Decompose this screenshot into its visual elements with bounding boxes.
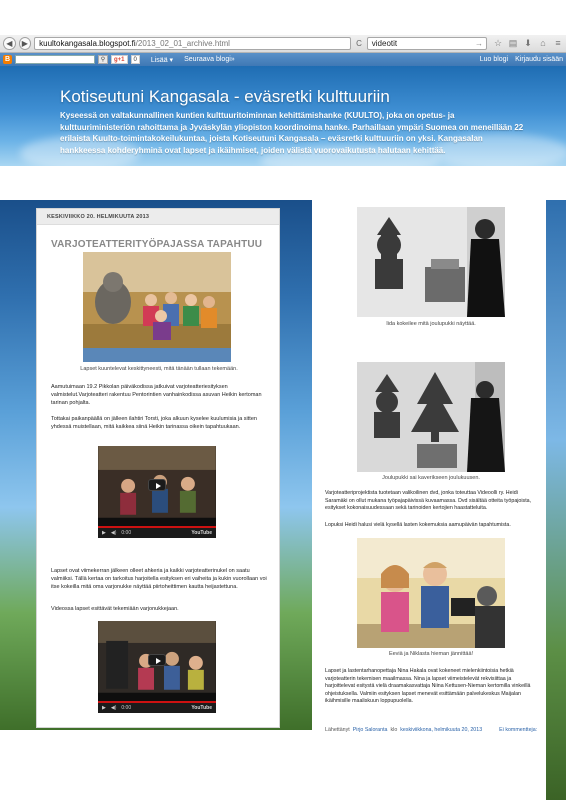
comments-link[interactable]: Ei kommentteja: — [499, 727, 538, 733]
photo-shadow-tree-image — [357, 362, 505, 472]
play-control-icon[interactable]: ▶ — [102, 705, 106, 711]
play-control-icon[interactable]: ▶ — [102, 530, 106, 536]
back-button[interactable]: ◀ — [3, 37, 16, 50]
post-title[interactable]: VARJOTEATTERITYÖPAJASSA TAPAHTUU — [51, 239, 263, 250]
gplus-count: 0 — [131, 55, 140, 64]
post-permalink[interactable]: keskiviikkona, helmikuuta 20, 2013 — [400, 727, 483, 733]
bookmarks-icon[interactable]: ▤ — [508, 38, 518, 48]
menu-icon[interactable]: ≡ — [555, 38, 561, 48]
more-menu[interactable]: Lisää ▾ — [150, 56, 174, 64]
post-paragraph: Tottakai paikanpäällä on jälleen ilahtiri Torsti, joka alkuun kyselee kuulumisia ja sitten yhdessä muistellaan, mitä kaikkea siinä Heikin tarinassa oikein tapahtuukaan. — [51, 416, 257, 430]
blog-title[interactable]: Kotiseutuni Kangasala - eväsretki kulttuuriin — [60, 87, 390, 106]
photo-shadow-tree[interactable] — [357, 362, 505, 472]
photo-caption: Iida kokeilee mitä joulupukki näyttää. — [386, 321, 476, 327]
url-bar[interactable] — [34, 37, 351, 50]
left-footer-space — [0, 730, 312, 800]
post-paragraph: Varjoteatteriprojektista tuotetaan valikoilinen dvd, jonka toteuttaa Videoolli ry. Heidi Saramäki on ollut mukana työpajapäivissä kuvaamassa. Dvd sisältää otteita työpajoista, esitykset kokonaisuudessaan sekä tarinoiden kertojien haastatteluita. — [325, 490, 532, 511]
search-icon[interactable]: ⚲ — [98, 55, 108, 64]
browser-search-field[interactable] — [367, 37, 487, 50]
youtube-logo[interactable]: YouTube — [191, 705, 212, 711]
volume-icon[interactable]: ◀) — [110, 705, 117, 711]
browser-toolbar — [0, 35, 566, 53]
right-background — [546, 200, 566, 800]
play-icon[interactable] — [148, 479, 166, 491]
blog-search-input[interactable] — [15, 55, 95, 64]
create-blog-link[interactable]: Luo blogi — [479, 56, 509, 63]
sign-in-link[interactable]: Kirjaudu sisään — [515, 56, 563, 63]
video-time: 0:00 — [121, 530, 132, 536]
video-controls[interactable] — [98, 701, 216, 713]
volume-icon[interactable]: ◀) — [110, 530, 117, 536]
video-time: 0:00 — [121, 705, 132, 711]
photo-caption: Joulupukki sai kaverikseen joulukuusen. — [382, 475, 480, 481]
photo-children-interview[interactable] — [357, 538, 505, 648]
next-blog-link[interactable]: Seuraava blogi» — [184, 56, 235, 63]
post-paragraph: Lapset ja lastentarhanopettaja Nina Hakala ovat kokeneet mielenkiintoisia hetkiä varjoteatterin tekemisen maailmassa. Nina ja lapset viimeistelevät rekvisiittaa ja harjoittelevat esitystä vielä draamakasvattaja Niina Kettusen-Nieman kertomilla vinkeillä ohjeistuksella. Valmiin esityksen lapset menevät esittämään palvelukeskus Maijalan ikäihmisille maaliskuun loppupuolella. — [325, 668, 531, 704]
post-paragraph: Lapset ovat viimekerran jälkeen olleet ahkeria ja kaikki varjoteatterinukel on saatu valmiiksi. Tällä kertaa on tarkoitus harjoitella esityksen eri vaiheita ja kukin vuorollaan voi itse kokeilla mitä oma varjonukke näyttää piirtoheittimen kautta heijastettuna. — [51, 568, 267, 590]
post-paragraph: Videossa lapset esittävät tekemiään varjonukkejaan. — [51, 606, 179, 612]
post-footer — [325, 727, 537, 733]
blogger-navbar — [0, 53, 566, 66]
video-controls[interactable] — [98, 526, 216, 538]
post-paragraph: Aamutuimaan 19.2 Pikkolan päiväkodissa jatkuivat varjoteatteriesityksen valmistelut.Varjoteatteri rakentuu Pentorintien vanhainkodissa asuvan Heikin kertoman tarinan pohjalta. — [51, 384, 262, 406]
post-paragraph: Lopuksi Heidi halusi vielä kysellä lasten kokemuksia aamupäivän tapahtumista. — [325, 522, 511, 528]
star-icon[interactable]: ☆ — [493, 38, 503, 48]
photo-shadow-santa-image — [357, 207, 505, 317]
forward-button[interactable]: ▶ — [19, 37, 32, 50]
gplus-button[interactable]: g+1 — [111, 55, 128, 64]
footer-klo-label: klo — [390, 727, 398, 733]
youtube-video-player[interactable] — [98, 446, 216, 538]
photo-children-interview-image — [357, 538, 505, 648]
author-link[interactable]: Pirjo Saloranta — [352, 727, 388, 733]
url-path: /2013_02_01_archive.html — [135, 39, 230, 48]
search-go-icon[interactable]: → — [475, 39, 483, 48]
photo-children-listening[interactable] — [83, 252, 231, 362]
post-date: KESKIVIIKKO 20. HELMIKUUTA 2013 — [37, 209, 279, 225]
blog-header — [0, 66, 566, 166]
photo-children-listening-image — [83, 252, 231, 362]
reload-icon[interactable]: C — [356, 39, 362, 48]
blogger-logo[interactable]: B — [4, 56, 11, 63]
post-panel — [36, 208, 280, 728]
blog-description: Kyseessä on valtakunnallinen kuntien kulttuuritoiminnan kehittämishanke (KUULTO), joka on opetus- ja kulttuuriministeriön rahoittama ja Jyväskylän yliopiston koordinoima hanke. Parhaillaan ympäri Suomea on meneillään 22 erilaista Kuulto-toimintakokeilukuntaa, joista Kotiseutuni Kangasala – eväsretki kulttuuriin on yksi. Kangasalan hankkeessa kohderyhminä ovat lapset ja ikäihmiset, joiden välistä vuorovaikutusta halutaan kehittää. — [60, 111, 524, 155]
youtube-video-player[interactable] — [98, 621, 216, 713]
home-icon[interactable]: ⌂ — [540, 38, 546, 48]
browser-search-value: videotit — [371, 39, 398, 48]
photo-caption: Lapset kuuntelevat keskittyneesti, mitä tänään tullaan tekemään. — [80, 366, 238, 372]
spacer — [0, 166, 566, 200]
footer-by-label: Lähettänyt — [325, 727, 350, 733]
youtube-logo[interactable]: YouTube — [191, 530, 212, 536]
photo-caption: Eeviä ja Niklasta hieman jännittää! — [388, 651, 474, 657]
photo-shadow-santa[interactable] — [357, 207, 505, 317]
download-icon[interactable]: ⬇ — [524, 38, 532, 48]
url-host: kuultokangasala.blogspot.fi — [39, 39, 136, 48]
play-icon[interactable] — [148, 654, 166, 666]
